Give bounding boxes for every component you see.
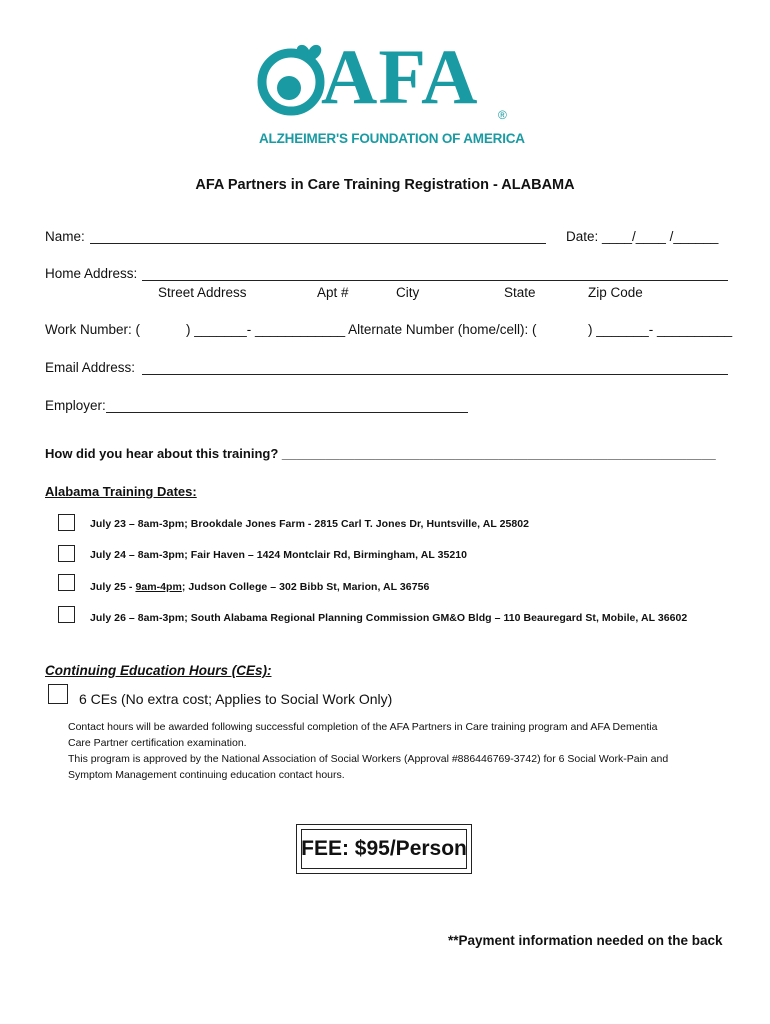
work-number-field[interactable]: ) _______- ____________ Alternate Number (home/cell): ( [186, 322, 537, 337]
employer-field[interactable] [106, 412, 468, 413]
street-address-caption: Street Address [158, 285, 247, 300]
ce-note-line-3: This program is approved by the National Association of Social Workers (Approval #886446769-3742) for 6 Social Work-Pain and [68, 753, 669, 765]
ce-note-line-2: Care Partner certification examination. [68, 737, 247, 749]
form-title: AFA Partners in Care Training Registration - ALABAMA [195, 177, 575, 193]
apt-caption: Apt # [317, 285, 349, 300]
date-3-prefix: July 25 - [90, 581, 136, 593]
date-3-checkbox[interactable] [58, 574, 75, 591]
name-field[interactable] [90, 243, 546, 244]
ce-note-line-1: Contact hours will be awarded following successful completion of the AFA Partners in Care training program and AFA Dementia [68, 721, 658, 733]
alternate-number-field[interactable]: ) _______- __________ [588, 322, 733, 337]
fee-text: FEE: $95/Person [301, 829, 467, 869]
home-address-label: Home Address: [45, 266, 138, 281]
logo-wordmark: AFA [321, 33, 479, 120]
date-2-text: July 24 – 8am-3pm; Fair Haven – 1424 Montclair Rd, Birmingham, AL 35210 [90, 549, 468, 561]
home-address-field[interactable] [142, 280, 728, 281]
date-3-text [90, 581, 429, 593]
date-3-time: 9am-4pm [135, 581, 182, 593]
date-4-text: July 26 – 8am-3pm; South Alabama Regional Planning Commission GM&O Bldg – 110 Beauregard St, Mobile, AL 36602 [90, 612, 688, 624]
email-label: Email Address: [45, 360, 136, 375]
ce-option-label: 6 CEs (No extra cost; Applies to Social Work Only) [79, 691, 393, 707]
date-label[interactable]: Date: ____/____ /______ [566, 229, 719, 244]
date-1-text: July 23 – 8am-3pm; Brookdale Jones Farm - 2815 Carl T. Jones Dr, Huntsville, AL 25802 [90, 518, 530, 530]
email-field[interactable] [142, 374, 728, 375]
ce-checkbox[interactable] [48, 684, 68, 704]
ce-note-line-4: Symptom Management continuing education contact hours. [68, 769, 345, 781]
afa-logo [255, 33, 525, 150]
state-caption: State [504, 285, 536, 300]
date-2-checkbox[interactable] [58, 545, 75, 562]
how-hear-question[interactable]: How did you hear about this training? ____________________________________________________________ [45, 446, 716, 461]
work-number-label: Work Number: ( [45, 322, 141, 337]
date-4-checkbox[interactable] [58, 606, 75, 623]
employer-label: Employer: [45, 398, 106, 413]
date-1-checkbox[interactable] [58, 514, 75, 531]
ce-heading: Continuing Education Hours (CEs): [45, 663, 272, 678]
name-label: Name: [45, 229, 85, 244]
logo-org-name: ALZHEIMER'S FOUNDATION OF AMERICA [259, 131, 525, 146]
zip-code-caption: Zip Code [588, 285, 643, 300]
payment-note: **Payment information needed on the back [448, 933, 723, 948]
date-3-rest: ; Judson College – 302 Bibb St, Marion, AL 36756 [181, 581, 430, 593]
city-caption: City [396, 285, 420, 300]
registered-mark: ® [498, 108, 507, 122]
training-dates-heading: Alabama Training Dates: [45, 484, 197, 499]
fee-box [296, 824, 472, 874]
